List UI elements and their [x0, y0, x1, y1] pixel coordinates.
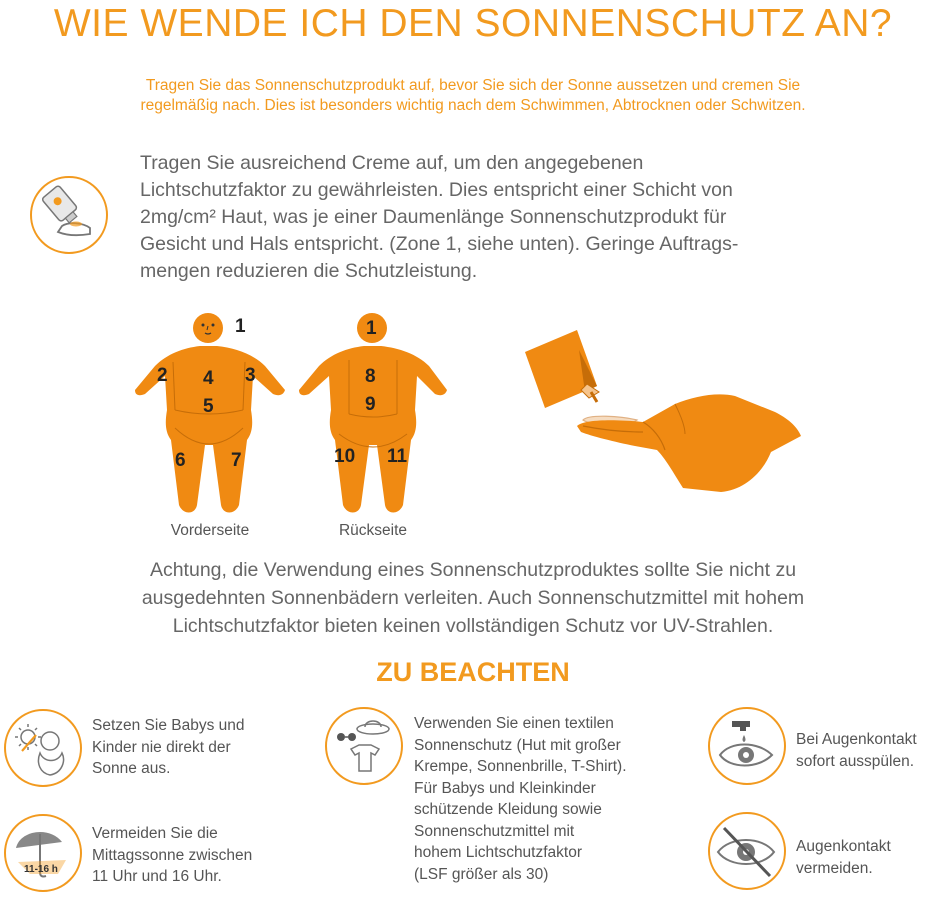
zone-label: 8	[365, 366, 376, 387]
warning-line: ausgedehnten Sonnenbädern verleiten. Auch Sonnenschutzmittel mit hohem	[141, 587, 805, 609]
note-line: vermeiden.	[796, 859, 873, 877]
note-line: Vermeiden Sie die	[92, 825, 218, 842]
note-babies	[92, 715, 245, 780]
eye-crossed-icon	[708, 812, 786, 890]
intro-line: Tragen Sie das Sonnenschutzprodukt auf, bevor Sie sich der Sonne aussetzen und cremen Sie	[145, 77, 801, 94]
note-line: sofort ausspülen.	[796, 752, 915, 770]
zone-label: 1	[235, 316, 246, 337]
note-eye-rinse	[796, 729, 917, 772]
amount-line: 2mg/cm² Haut, was je einer Daumenlänge Sonnenschutzprodukt für	[140, 206, 727, 228]
note-line: Augenkontakt	[796, 838, 891, 855]
front-body-figure	[135, 310, 285, 520]
warning-line: Achtung, die Verwendung eines Sonnenschutzproduktes sollte Sie nicht zu	[149, 559, 797, 581]
note-textile	[414, 713, 627, 885]
hat-glasses-shirt-icon	[325, 707, 403, 785]
note-line: Krempe, Sonnenbrille, T-Shirt).	[414, 758, 627, 775]
baby-sun-icon	[4, 709, 82, 787]
tube-hand-illustration	[525, 322, 805, 497]
back-figure-label: Rückseite	[338, 522, 408, 539]
note-line: Sonnenschutzmittel mit	[414, 822, 575, 840]
note-midday	[92, 823, 252, 888]
note-line: Bei Augenkontakt	[796, 731, 917, 748]
midday-icon-text: 11-16 h	[24, 864, 58, 875]
umbrella-clock-icon	[4, 814, 82, 892]
zone-label: 11	[387, 446, 408, 467]
zone-label: 10	[334, 446, 356, 467]
note-line: Setzen Sie Babys und	[92, 717, 245, 734]
zone-label: 2	[157, 365, 168, 386]
zone-label: 5	[203, 396, 214, 417]
front-figure-label: Vorderseite	[170, 522, 250, 539]
back-body-figure	[297, 310, 447, 520]
note-line: Sonnenschutz (Hut mit großer	[414, 736, 621, 754]
note-line: Sonne aus.	[92, 760, 171, 777]
note-line: Kinder nie direkt der	[92, 738, 231, 756]
note-line: Für Babys und Kleinkinder	[414, 779, 596, 797]
note-line: Verwenden Sie einen textilen	[414, 715, 614, 732]
note-eye-avoid	[796, 836, 891, 879]
zone-label: 4	[203, 368, 214, 389]
amount-line: Lichtschutzfaktor zu gewährleisten. Dies entspricht einer Schicht von	[140, 179, 733, 201]
zone-label: 7	[231, 450, 242, 471]
note-line: schützende Kleidung sowie	[414, 801, 602, 818]
note-line: hohem Lichtschutzfaktor	[414, 844, 583, 861]
note-line: Mittagssonne zwischen	[92, 846, 253, 864]
zone-label: 6	[175, 450, 186, 471]
section-heading: ZU BEACHTEN	[376, 657, 570, 687]
eye-rinse-icon	[708, 707, 786, 785]
amount-text	[140, 150, 930, 285]
note-line: 11 Uhr und 16 Uhr.	[92, 868, 222, 885]
amount-line: Tragen Sie ausreichend Creme auf, um den angegebenen	[140, 152, 644, 174]
cream-tube-hand-icon	[30, 176, 108, 254]
intro-text	[40, 76, 906, 116]
page-title: WIE WENDE ICH DEN SONNENSCHUTZ AN?	[53, 2, 893, 45]
zone-label: 9	[365, 394, 376, 415]
intro-line: regelmäßig nach. Dies ist besonders wichtig nach dem Schwimmen, Abtrocknen oder Schwitzen.	[140, 97, 806, 114]
warning-line: Lichtschutzfaktor bieten keinen vollständigen Schutz vor UV-Strahlen.	[172, 615, 774, 637]
warning-text	[0, 556, 946, 640]
amount-line: Gesicht und Hals entspricht. (Zone 1, siehe unten). Geringe Auftrags-	[140, 233, 739, 255]
zone-label: 1	[366, 318, 377, 339]
note-line: (LSF größer als 30)	[414, 865, 549, 883]
amount-line: mengen reduzieren die Schutzleistung.	[140, 260, 478, 282]
zone-label: 3	[245, 365, 256, 386]
